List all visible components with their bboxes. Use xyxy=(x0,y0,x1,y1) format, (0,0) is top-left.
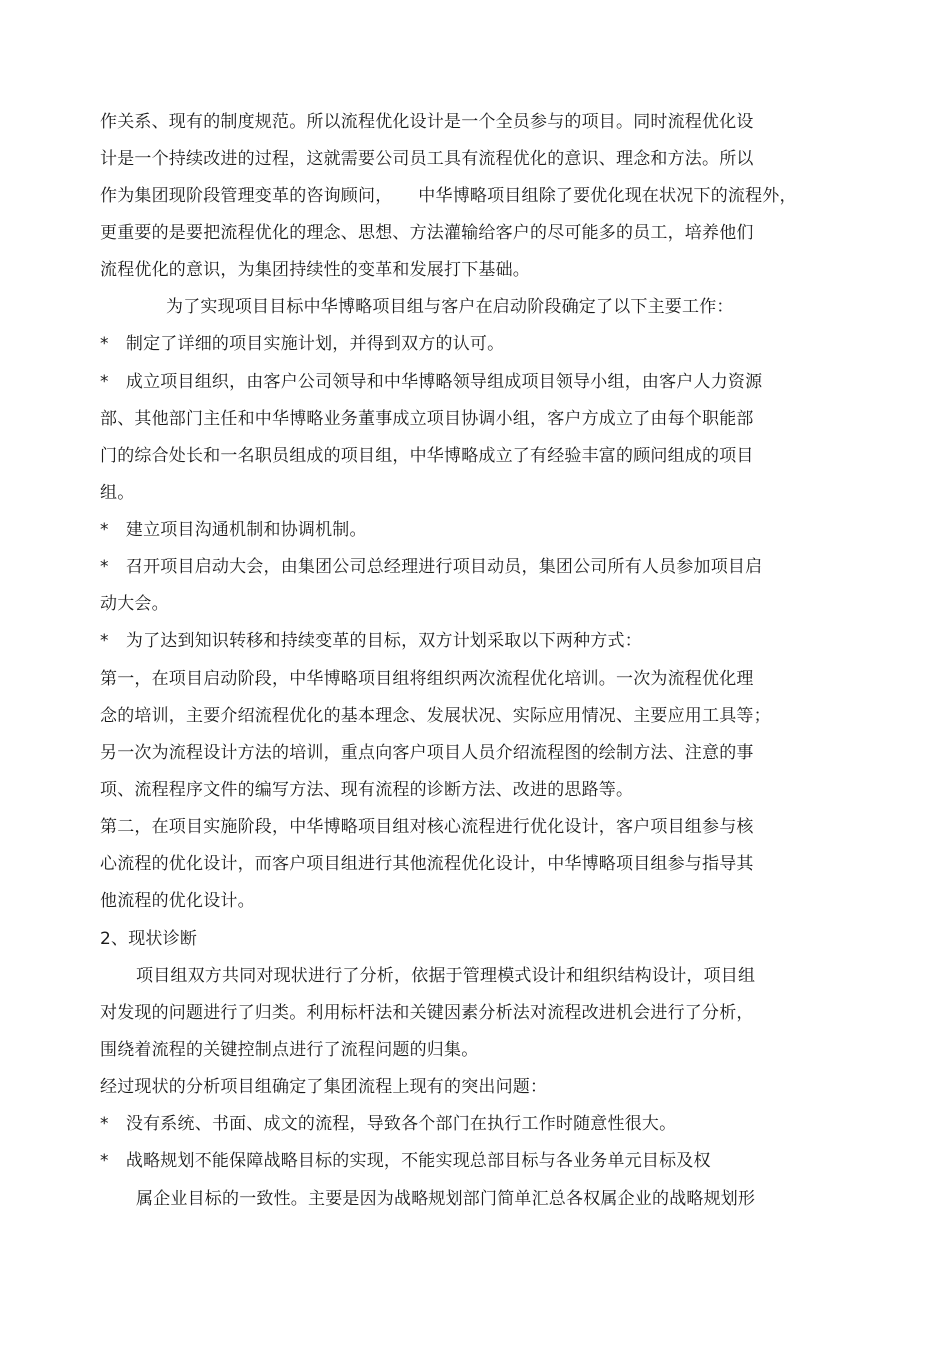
list-item: * 成立项目组织，由客户公司领导和中华博略领导组成项目领导小组，由客户人力资源 xyxy=(100,372,763,392)
list-item: * 没有系统、书面、成文的流程，导致各个部门在执行工作时随意性很大。 xyxy=(100,1114,677,1134)
list-item: * 建立项目沟通机制和协调机制。 xyxy=(100,520,367,540)
text-line: 他流程的优化设计。 xyxy=(100,891,255,911)
text-line: 作为集团现阶段管理变革的咨询顾问， 中华博略项目组除了要优化现在状况下的流程外， xyxy=(100,186,797,206)
text-line: 更重要的是要把流程优化的理念、思想、方法灌输给客户的尽可能多的员工，培养他们 xyxy=(100,223,754,243)
text-line: 动大会。 xyxy=(100,594,169,614)
text-line: 属企业目标的一致性。主要是因为战略规划部门简单汇总各权属企业的战略规划形 xyxy=(136,1189,756,1209)
text-line: 围绕着流程的关键控制点进行了流程问题的归集。 xyxy=(100,1040,479,1060)
text-line: 经过现状的分析项目组确定了集团流程上现有的突出问题： xyxy=(100,1077,548,1097)
text-line: 项、流程程序文件的编写方法、现有流程的诊断方法、改进的思路等。 xyxy=(100,780,634,800)
text-line: 第一，在项目启动阶段，中华博略项目组将组织两次流程优化培训。一次为流程优化理 xyxy=(100,669,754,689)
text-line: 另一次为流程设计方法的培训，重点向客户项目人员介绍流程图的绘制方法、注意的事 xyxy=(100,743,754,763)
text-line: 计是一个持续改进的过程，这就需要公司员工具有流程优化的意识、理念和方法。所以 xyxy=(100,149,754,169)
list-item: * 战略规划不能保障战略目标的实现，不能实现总部目标与各业务单元目标及权 xyxy=(100,1151,711,1171)
text-line: 门的综合处长和一名职员组成的项目组，中华博略成立了有经验丰富的顾问组成的项目 xyxy=(100,446,754,466)
text-line: 部、其他部门主任和中华博略业务董事成立项目协调小组，客户方成立了由每个职能部 xyxy=(100,409,754,429)
text-line: 心流程的优化设计，而客户项目组进行其他流程优化设计，中华博略项目组参与指导其 xyxy=(100,854,754,874)
section-heading: 2、现状诊断 xyxy=(100,929,198,949)
list-item: * 制定了详细的项目实施计划，并得到双方的认可。 xyxy=(100,334,505,354)
list-item: * 召开项目启动大会，由集团公司总经理进行项目动员，集团公司所有人员参加项目启 xyxy=(100,557,763,577)
text-line: 念的培训，主要介绍流程优化的基本理念、发展状况、实际应用情况、主要应用工具等； xyxy=(100,706,771,726)
text-line: 对发现的问题进行了归类。利用标杆法和关键因素分析法对流程改进机会进行了分析， xyxy=(100,1003,754,1023)
text-line: 项目组双方共同对现状进行了分析，依据于管理模式设计和组织结构设计，项目组 xyxy=(136,966,756,986)
list-item: * 为了达到知识转移和持续变革的目标，双方计划采取以下两种方式： xyxy=(100,631,642,651)
text-line: 为了实现项目目标中华博略项目组与客户在启动阶段确定了以下主要工作： xyxy=(166,297,734,317)
text-line: 流程优化的意识，为集团持续性的变革和发展打下基础。 xyxy=(100,260,530,280)
text-line: 第二，在项目实施阶段，中华博略项目组对核心流程进行优化设计，客户项目组参与核 xyxy=(100,817,754,837)
text-line: 作关系、现有的制度规范。所以流程优化设计是一个全员参与的项目。同时流程优化设 xyxy=(100,112,754,132)
text-line: 组。 xyxy=(100,483,135,503)
